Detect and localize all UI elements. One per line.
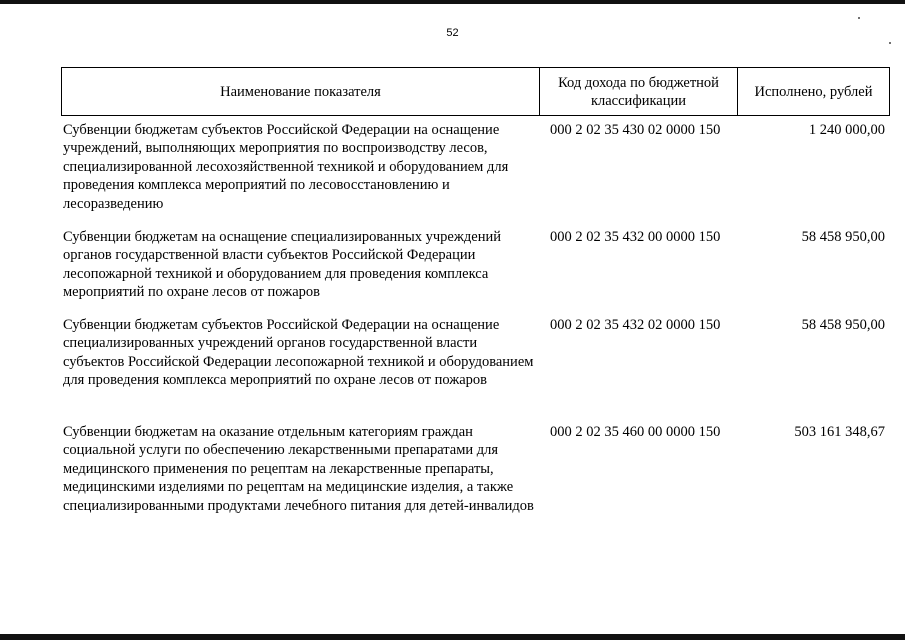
header-code: Код дохода по бюджетной классификации xyxy=(540,68,738,115)
row-code: 000 2 02 35 432 00 0000 150 xyxy=(550,229,721,245)
scan-bottom-edge xyxy=(0,634,905,640)
scan-speck xyxy=(889,42,891,44)
row-name: Субвенции бюджетам субъектов Российской Федерации на оснащение специализированных учреждений органов государственной власти субъектов Российской Федерации лесопожарной техникой и оборудованием для проведения комплекса мероприятий по охране лесов от пожаров xyxy=(63,317,534,389)
row-name: Субвенции бюджетам субъектов Российской Федерации на оснащение учреждений, выполняющих мероприятия по воспроизводству лесов, специализированной лесохозяйственной техникой и оборудованием для проведения комплекса мероприятий по лесовосстановлению и лесоразведению xyxy=(63,122,509,212)
row-name: Субвенции бюджетам на оказание отдельным категориям граждан социальной услуги по обеспечению лекарственными препаратами для медицинского применения по рецептам на лекарственные препараты, медицинскими изделиями по рецептам на медицинские изделия, а также специализированными продуктами лечебного питания для детей-инвалидов xyxy=(63,424,534,514)
scan-speck xyxy=(858,17,860,19)
table-header xyxy=(61,67,890,116)
row-code: 000 2 02 35 432 02 0000 150 xyxy=(550,317,721,333)
row-amount: 503 161 348,67 xyxy=(794,424,885,440)
page-number: 52 xyxy=(446,27,459,39)
row-amount: 1 240 000,00 xyxy=(808,122,885,138)
row-code: 000 2 02 35 430 02 0000 150 xyxy=(550,122,721,138)
row-amount: 58 458 950,00 xyxy=(801,317,885,333)
header-amount: Исполнено, рублей xyxy=(754,83,873,100)
header-name: Наименование показателя xyxy=(62,68,540,115)
row-name: Субвенции бюджетам на оснащение специализированных учреждений органов государственной власти субъектов Российской Федерации лесопожарной техникой и оборудованием для проведения комплекса мероприятий по охране лесов от пожаров xyxy=(63,229,501,301)
row-code: 000 2 02 35 460 00 0000 150 xyxy=(550,424,721,440)
scan-top-edge xyxy=(0,0,905,4)
row-amount: 58 458 950,00 xyxy=(801,229,885,245)
